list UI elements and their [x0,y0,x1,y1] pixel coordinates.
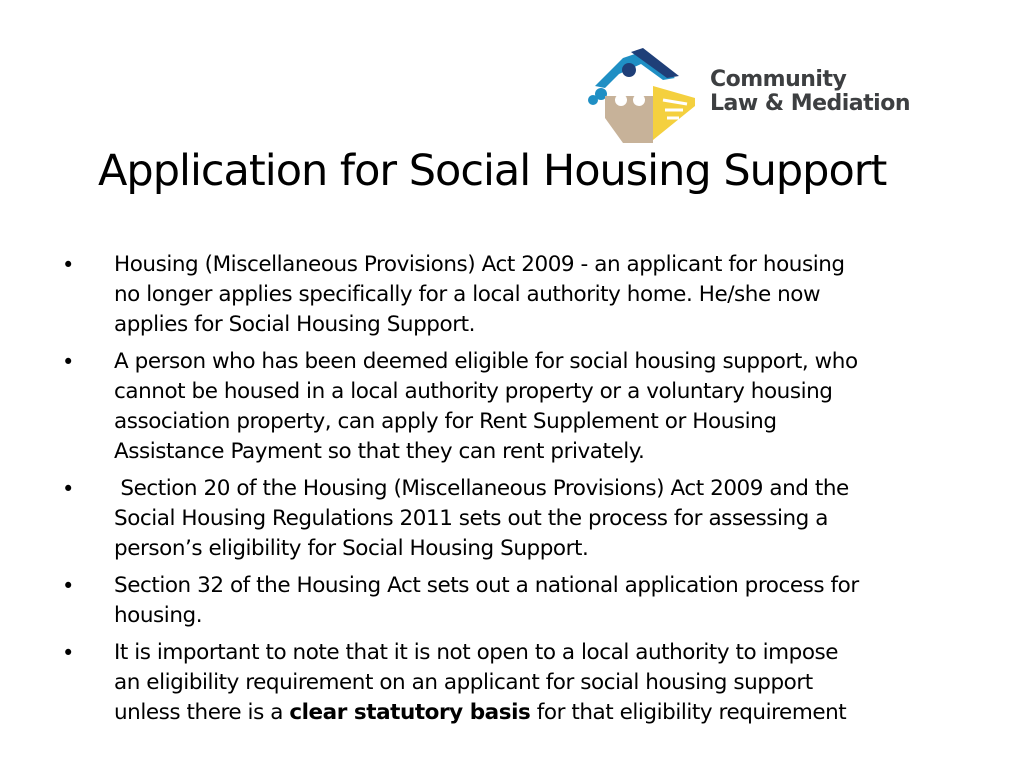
bullet-item [0,347,1024,467]
text-before-emphasis: unless there is a [114,700,290,725]
bullet-icon: • [62,253,74,277]
text-after-emphasis: for that eligibility requirement [530,700,847,725]
bullet-line: housing. [114,603,203,628]
emphasis-clear-statutory-basis: clear statutory basis [289,700,531,725]
bullet-line: an eligibility requirement on an applicant for social housing support [114,670,813,695]
bullet-item [0,250,1024,340]
bullet-line: person’s eligibility for Social Housing Support. [114,536,589,561]
bullet-line: Section 20 of the Housing (Miscellaneous Provisions) Act 2009 and the [114,476,849,501]
slide-title: Application for Social Housing Support [98,146,887,196]
logo-text [710,68,910,116]
bullet-line: association property, can apply for Rent Supplement or Housing [114,409,777,434]
bullet-line: Social Housing Regulations 2011 sets out the process for assessing a [114,506,828,531]
bullet-icon: • [62,350,74,374]
bullet-line: cannot be housed in a local authority property or a voluntary housing [114,379,833,404]
logo-line-2: Law & Mediation [710,91,910,116]
bullet-line: applies for Social Housing Support. [114,312,475,337]
bullet-line: Housing (Miscellaneous Provisions) Act 2009 - an applicant for housing [114,252,845,277]
bullet-icon: • [62,574,74,598]
bullet-icon: • [62,477,74,501]
bullet-item [0,474,1024,564]
bullet-line: It is important to note that it is not open to a local authority to impose [114,640,839,665]
bullet-line: A person who has been deemed eligible for social housing support, who [114,349,858,374]
bullet-list [0,250,1024,735]
logo-mark-icon [583,48,701,143]
bullet-line: Section 32 of the Housing Act sets out a national application process for [114,573,859,598]
bullet-line-with-emphasis [114,698,1024,728]
bullet-icon: • [62,641,74,665]
bullet-line: no longer applies specifically for a local authority home. He/she now [114,282,821,307]
bullet-line: Assistance Payment so that they can rent privately. [114,439,645,464]
bullet-item [0,638,1024,728]
community-law-mediation-logo [583,48,928,143]
bullet-item [0,571,1024,631]
logo-line-1: Community [710,67,847,92]
